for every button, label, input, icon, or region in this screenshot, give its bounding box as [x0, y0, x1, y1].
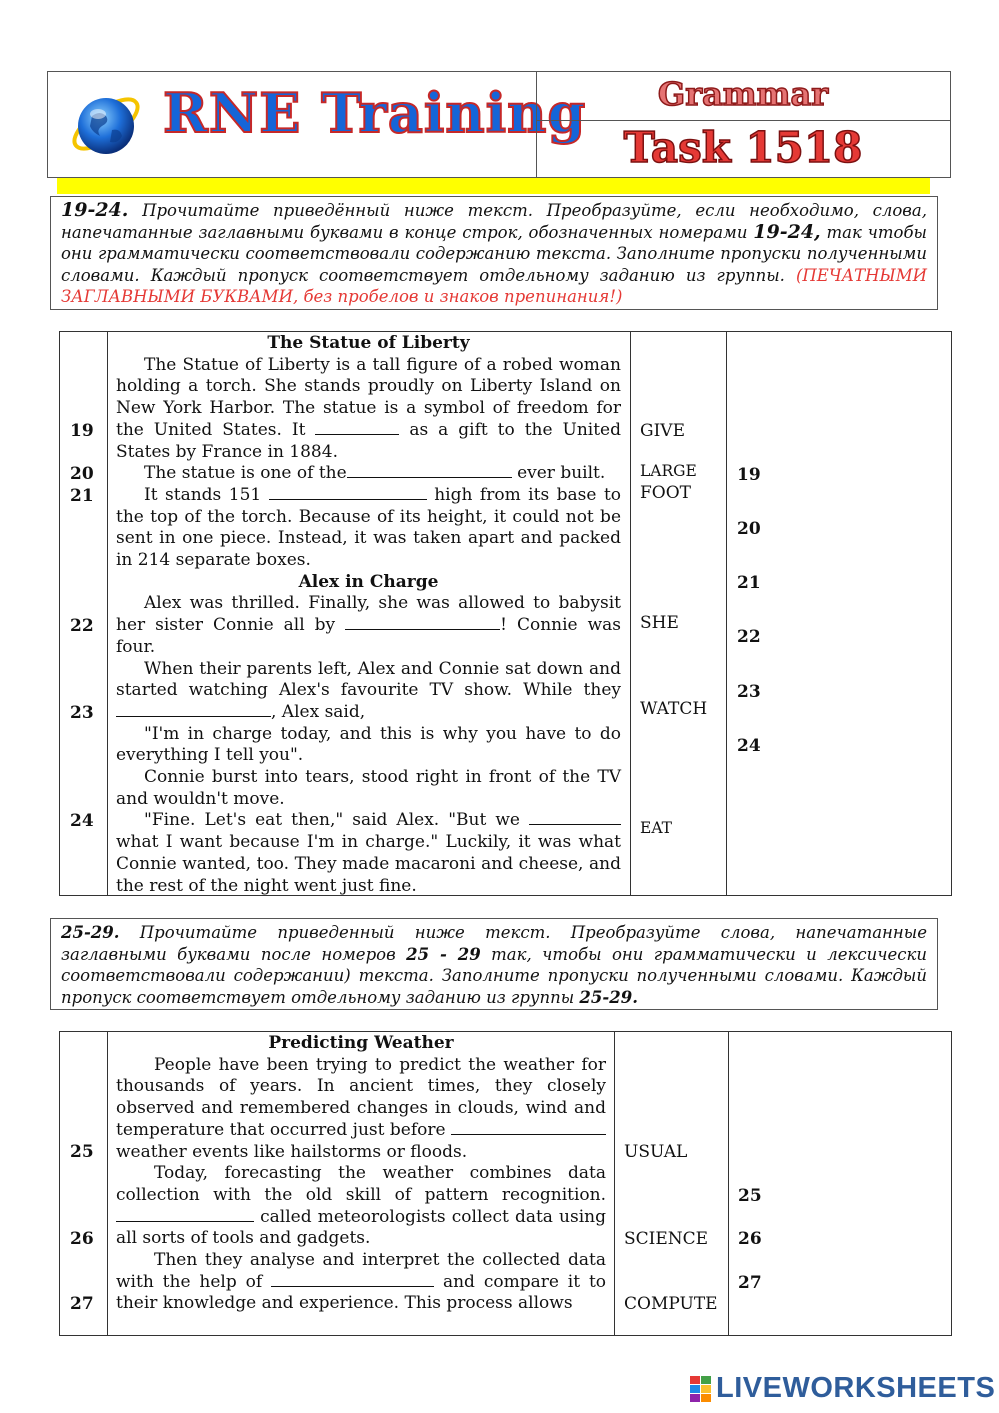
- keyword: EAT: [640, 819, 672, 837]
- answer-field-27[interactable]: 27: [738, 1273, 762, 1293]
- gap-23[interactable]: [116, 702, 271, 717]
- instructions-25-29: 25-29. Прочитайте приведенный ниже текст. Преобразуйте слова, напечатанные заглавными буквами после номеров 25 - 29 так, чтобы они грамматически и лексически соответствовали содержании) текста. Заполните пропуски полученными словами. Каждый пропуск соответствует отдельному заданию из группы 25-29.: [50, 918, 938, 1010]
- question-number: 26: [70, 1229, 94, 1249]
- reading-text-1: The Statue of Liberty The Statue of Liberty is a tall figure of a robed woman holding a torch. She stands proudly on Liberty Island on New York Harbor. The statue is a symbol of freedom for the United States. It as a gift to the United States by France in 1884. The statue is one of the ever built. It stands 151 high from its base to the top of the torch. Because of its height, it could not be sent in one piece. Instead, it was taken apart and packed in 214 separate boxes. Alex in Charge Alex was thrilled. Finally, she was allowed to babysit her sister Connie all by ! Connie was four. When their parents left, Alex and Connie sat down and started watching Alex's favourite TV show. While they , Alex said, "I'm in charge today, and this is why you have to do everything I tell you". Connie burst into tears, stood right in front of the TV and wouldn't move. "Fine. Let's eat then," said Alex. "But we what I want because I'm in charge." Luckily, it was what Connie wanted, too. They made macaroni and cheese, and the rest of the night went just fine.: [116, 333, 622, 896]
- exercise-table-2: [59, 1031, 952, 1336]
- question-number: 25: [70, 1142, 94, 1162]
- gap-22[interactable]: [345, 615, 500, 630]
- answer-field-23[interactable]: 23: [737, 682, 761, 702]
- keyword: SHE: [640, 613, 679, 633]
- question-number: 19: [70, 421, 94, 441]
- gap-25[interactable]: [451, 1120, 606, 1135]
- header-box: [47, 71, 951, 178]
- gap-27[interactable]: [271, 1272, 434, 1287]
- keyword: USUAL: [624, 1142, 688, 1162]
- highlight-bar: [57, 178, 930, 194]
- instructions-19-24: 19-24. Прочитайте приведённый ниже текст. Преобразуйте, если необходимо, слова, напечатанные заглавными буквами в конце строк, обозначенных номерами 19-24, так чтобы они грамматически соответствовали содержанию текста. Заполните пропуски полученными словами. Каждый пропуск соответствует отдельному заданию из группы. (ПЕЧАТНЫМИ ЗАГЛАВНЫМИ БУКВАМИ, без пробелов и знаков препинания!): [50, 196, 938, 310]
- range-label: 19-24.: [61, 199, 129, 221]
- globe-logo-icon: [68, 86, 144, 162]
- gap-20[interactable]: [347, 463, 512, 478]
- answer-field-22[interactable]: 22: [737, 627, 761, 647]
- liveworksheets-brand: LIVEWORKSHEETS: [716, 1372, 996, 1404]
- answer-field-19[interactable]: 19: [737, 465, 761, 485]
- keyword: LARGE: [640, 462, 697, 480]
- answer-field-25[interactable]: 25: [738, 1186, 762, 1206]
- keyword: SCIENCE: [624, 1229, 709, 1249]
- text-title: Alex in Charge: [298, 571, 439, 592]
- brand-title: RNE Training: [163, 81, 587, 145]
- question-number: 23: [70, 703, 94, 723]
- gap-24[interactable]: [529, 810, 621, 825]
- keyword: FOOT: [640, 483, 692, 503]
- answer-field-24[interactable]: 24: [737, 736, 761, 756]
- exercise-table-1: [59, 331, 952, 896]
- text-title: Predicting Weather: [268, 1033, 454, 1053]
- keyword: COMPUTE: [624, 1294, 718, 1314]
- question-number: 27: [70, 1294, 94, 1314]
- answer-field-21[interactable]: 21: [737, 573, 761, 593]
- answer-field-20[interactable]: 20: [737, 519, 761, 539]
- keyword: GIVE: [640, 421, 685, 441]
- gap-19[interactable]: [315, 420, 399, 435]
- text-title: The Statue of Liberty: [267, 333, 470, 353]
- answer-field-26[interactable]: 26: [738, 1229, 762, 1249]
- keyword: WATCH: [640, 699, 708, 719]
- question-number: 20: [70, 464, 94, 484]
- liveworksheets-logo-icon: [690, 1376, 712, 1402]
- range-label: 25-29.: [61, 923, 120, 942]
- subject-title: Grammar: [657, 75, 829, 113]
- caps-warning: (ПЕЧАТНЫМИ ЗАГЛАВНЫМИ БУКВАМИ, без пробелов и знаков препинания!): [61, 265, 927, 306]
- question-number: 21: [70, 486, 94, 506]
- gap-21[interactable]: [269, 485, 427, 500]
- task-title: Task 1518: [623, 123, 863, 172]
- question-number: 22: [70, 616, 94, 636]
- question-number: 24: [70, 811, 94, 831]
- gap-26[interactable]: [116, 1207, 254, 1222]
- reading-text-2: Predicting Weather People have been trying to predict the weather for thousands of years. In ancient times, they closely observed and remembered changes in clouds, wind and temperature that occurred just before weather events like hailstorms or floods. Today, forecasting the weather combines data collection with the old skill of pattern recognition. called meteorologists collect data using all sorts of tools and gadgets. Then they analyse and interpret the collected data with the help of and compare it to their knowledge and experience. This process allows: [116, 1033, 607, 1314]
